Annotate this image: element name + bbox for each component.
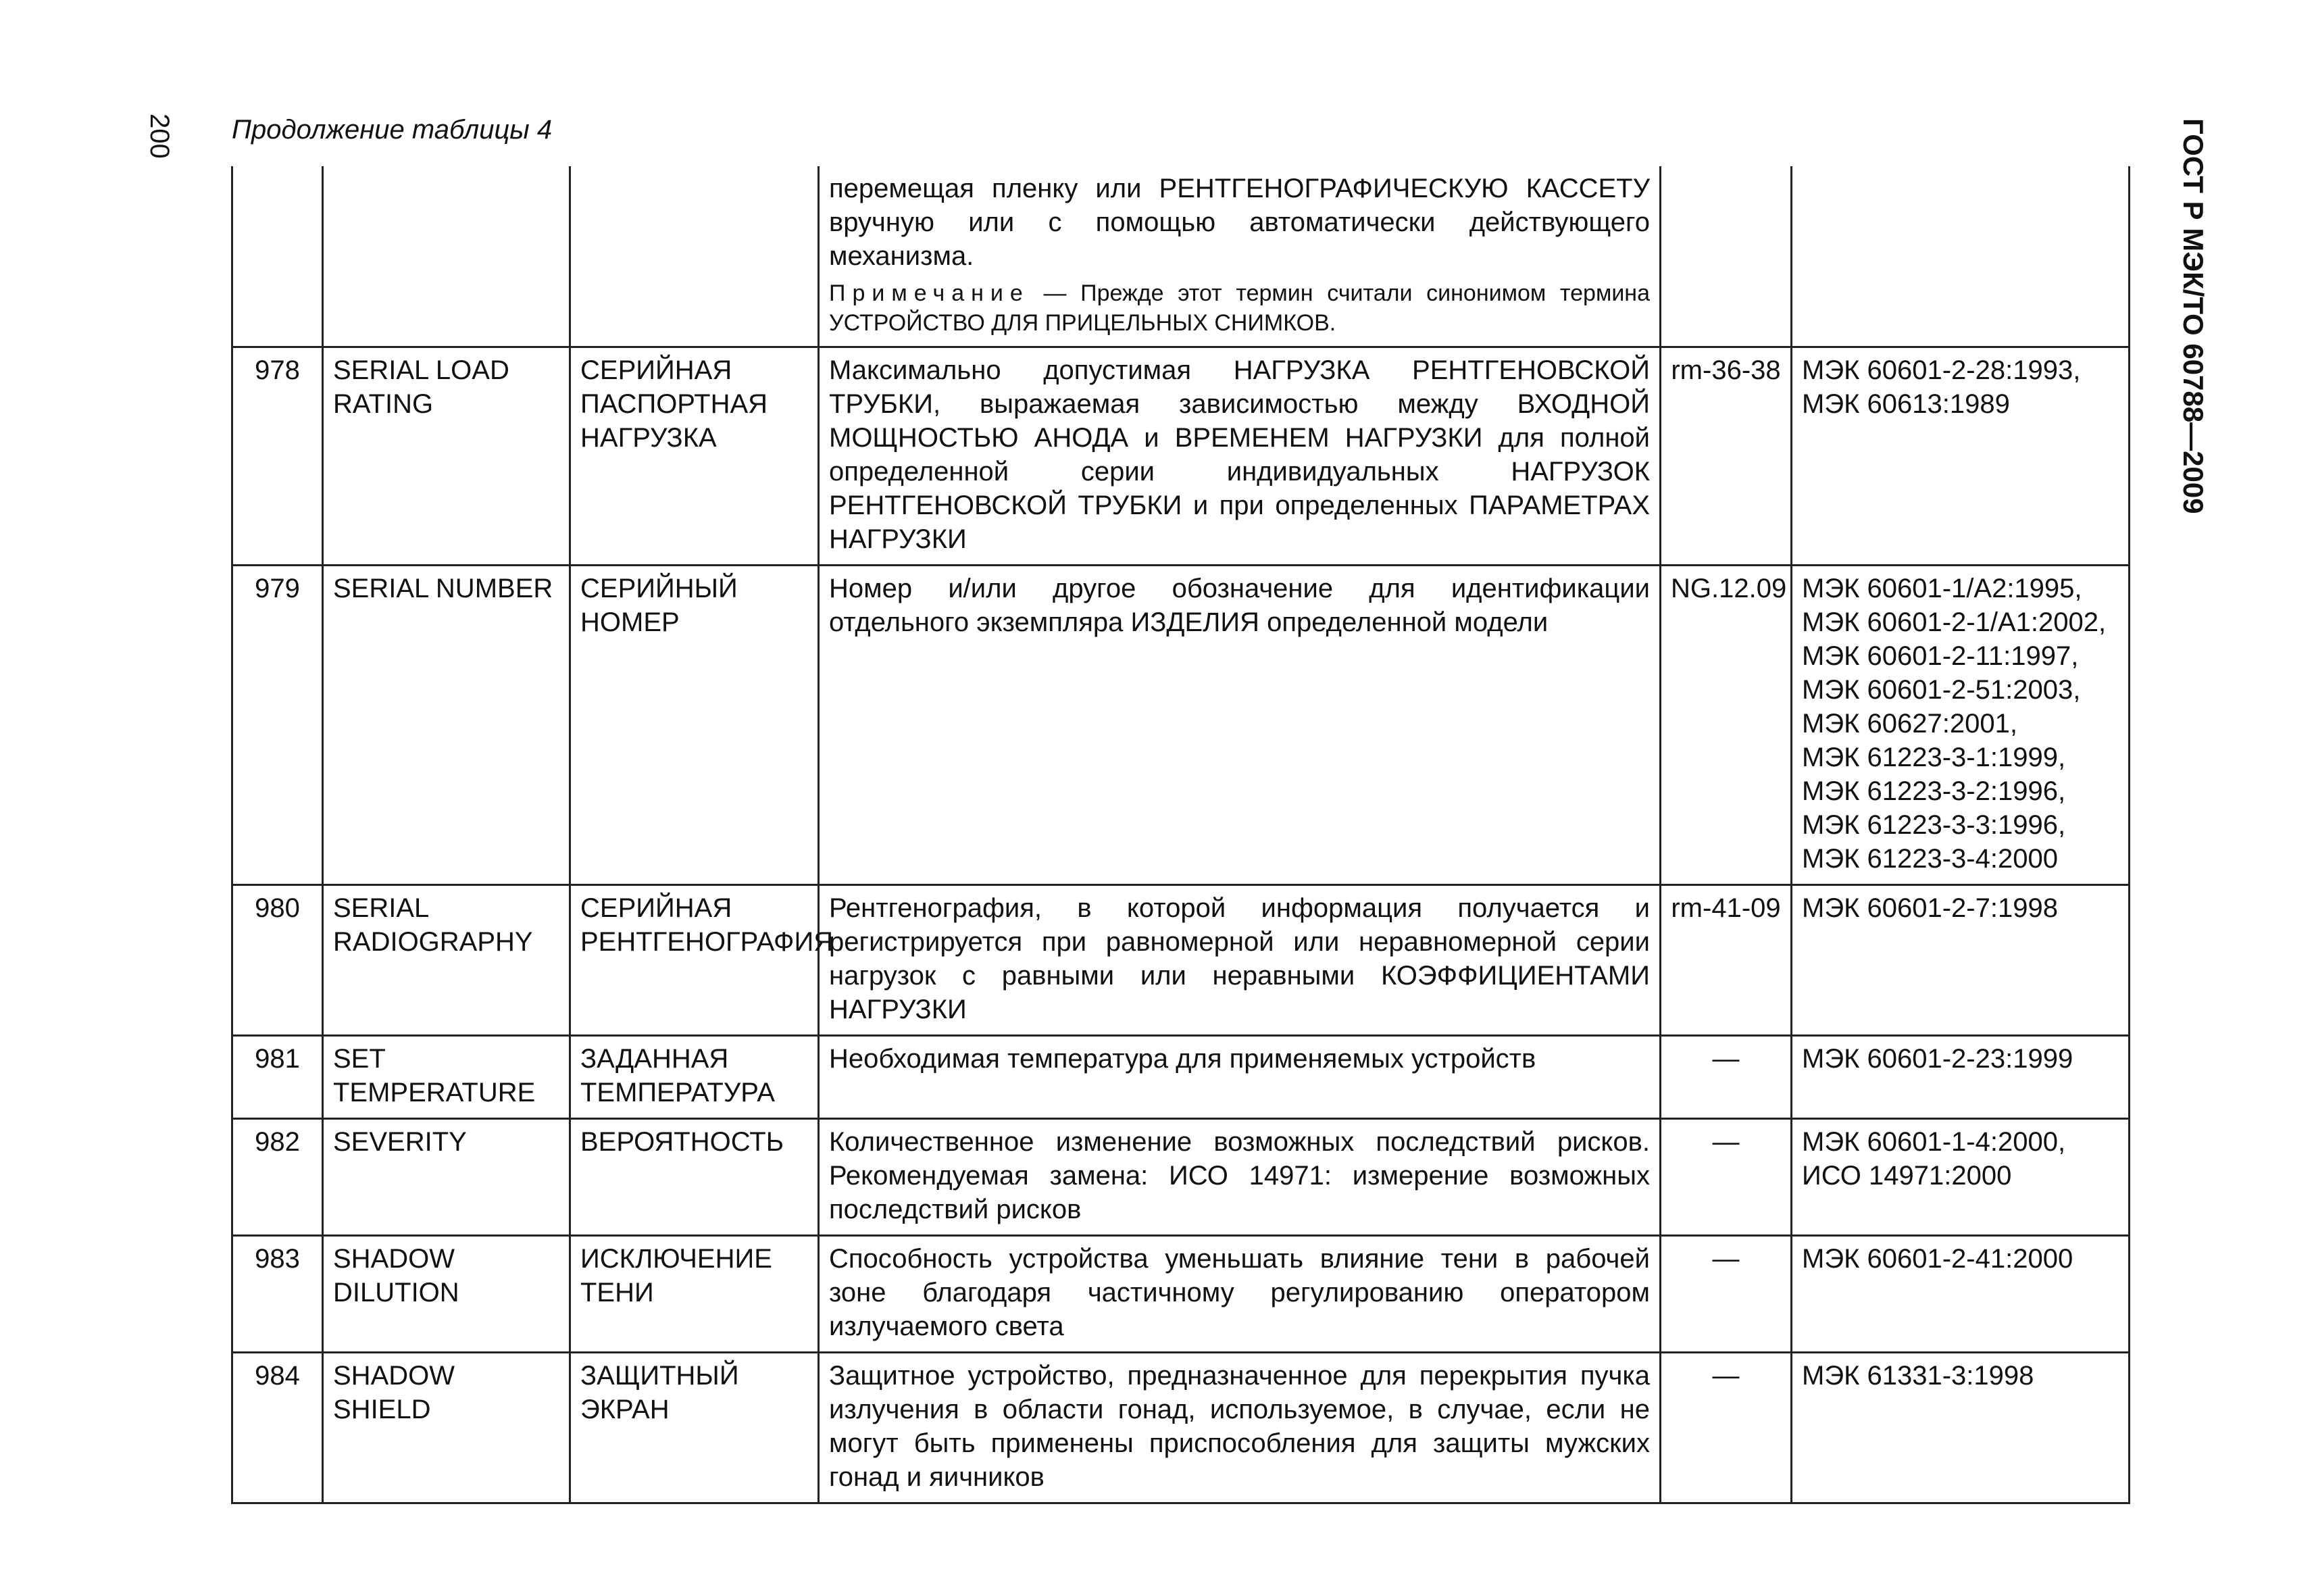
cell-term-en <box>323 166 570 347</box>
table-row <box>232 566 2130 885</box>
cell-definition <box>819 1119 1661 1236</box>
definition-text: Способность устройства уменьшать влияние тени в рабочей зоне благодаря частичному регулированию оператором излучаемого света <box>829 1244 1650 1341</box>
cell-code: — <box>1661 1353 1792 1503</box>
cell-number: 982 <box>232 1119 323 1236</box>
cell-term-ru: ЗАЩИТНЫЙ ЭКРАН <box>570 1353 819 1503</box>
table-continuation-caption: Продолжение таблицы 4 <box>232 115 553 145</box>
cell-number: 978 <box>232 347 323 566</box>
source-reference: ИСО 14971:2000 <box>1802 1161 2012 1191</box>
table-row <box>232 1119 2130 1236</box>
source-reference: МЭК 60601-2-41:2000 <box>1802 1244 2073 1274</box>
cell-number: 979 <box>232 566 323 885</box>
cell-code: — <box>1661 1236 1792 1353</box>
source-reference: МЭК 60627:2001, <box>1802 709 2017 739</box>
table-row <box>232 1353 2130 1503</box>
source-reference: МЭК 60601-2-7:1998 <box>1802 893 2058 923</box>
cell-code: — <box>1661 1036 1792 1119</box>
source-reference: МЭК 60613:1989 <box>1802 389 2010 419</box>
cell-definition <box>819 347 1661 566</box>
cell-number <box>232 166 323 347</box>
note-text: — Прежде этот термин считали синонимом термина УСТРОЙСТВО ДЛЯ ПРИЦЕЛЬНЫХ СНИМКОВ. <box>829 280 1650 336</box>
source-reference: МЭК 61223-3-2:1996, <box>1802 776 2066 806</box>
cell-sources <box>1792 1353 2130 1503</box>
cell-term-en: SHADOW SHIELD <box>323 1353 570 1503</box>
source-reference: МЭК 60601-2-1/А1:2002, <box>1802 607 2107 637</box>
definition-text: Количественное изменение возможных последствий рисков. Рекомендуемая замена: ИСО 14971: измерение возможных последствий рисков <box>829 1127 1650 1224</box>
source-reference: МЭК 60601-2-51:2003, <box>1802 675 2081 705</box>
cell-term-ru <box>570 166 819 347</box>
cell-term-en: SERIAL NUMBER <box>323 566 570 885</box>
cell-term-en: SHADOW DILUTION <box>323 1236 570 1353</box>
table-row <box>232 885 2130 1036</box>
table-row <box>232 1036 2130 1119</box>
source-reference: МЭК 61223-3-4:2000 <box>1802 844 2058 874</box>
cell-definition <box>819 166 1661 347</box>
cell-number: 984 <box>232 1353 323 1503</box>
cell-term-ru: СЕРИЙНАЯ РЕНТГЕНОГРАФИЯ <box>570 885 819 1036</box>
source-reference: МЭК 60601-2-28:1993, <box>1802 355 2081 385</box>
cell-definition <box>819 566 1661 885</box>
cell-term-ru: ИСКЛЮЧЕНИЕ ТЕНИ <box>570 1236 819 1353</box>
table-row <box>232 1236 2130 1353</box>
cell-sources <box>1792 566 2130 885</box>
cell-definition <box>819 1236 1661 1353</box>
source-reference: МЭК 60601-1/А2:1995, <box>1802 574 2082 603</box>
terms-table <box>231 166 2130 1504</box>
source-reference: МЭК 61223-3-1:1999, <box>1802 743 2066 772</box>
definition-text: Рентгенография, в которой информация получается и регистрируется при равномерной или неравномерной серии нагрузок с равными или неравными КОЭФФИЦИЕНТАМИ НАГРУЗКИ <box>829 893 1650 1024</box>
cell-term-en: SET TEMPERATURE <box>323 1036 570 1119</box>
source-reference: МЭК 61223-3-3:1996, <box>1802 810 2066 840</box>
cell-number: 981 <box>232 1036 323 1119</box>
cell-term-ru: СЕРИЙНЫЙ НОМЕР <box>570 566 819 885</box>
cell-code: rm-41-09 <box>1661 885 1792 1036</box>
cell-definition <box>819 1353 1661 1503</box>
cell-code: — <box>1661 1119 1792 1236</box>
cell-code <box>1661 166 1792 347</box>
cell-sources <box>1792 347 2130 566</box>
cell-number: 980 <box>232 885 323 1036</box>
cell-term-en: SERIAL RADIOGRAPHY <box>323 885 570 1036</box>
cell-sources <box>1792 1119 2130 1236</box>
cell-term-ru: СЕРИЙНАЯ ПАСПОРТНАЯ НАГРУЗКА <box>570 347 819 566</box>
source-reference: МЭК 60601-2-23:1999 <box>1802 1044 2073 1074</box>
cell-term-ru: ЗАДАННАЯ ТЕМПЕРАТУРА <box>570 1036 819 1119</box>
source-reference: МЭК 60601-1-4:2000, <box>1802 1127 2066 1157</box>
note-label: Примечание <box>829 280 1030 306</box>
source-reference: МЭК 61331-3:1998 <box>1802 1361 2034 1391</box>
cell-sources <box>1792 166 2130 347</box>
cell-term-en: SEVERITY <box>323 1119 570 1236</box>
cell-sources <box>1792 885 2130 1036</box>
definition-text: Защитное устройство, предназначенное для перекрытия пучка излучения в области гонад, используемое, в случае, если не могут быть применены приспособления для защиты мужских гонад и яичников <box>829 1361 1650 1492</box>
definition-text: Номер и/или другое обозначение для идентификации отдельного экземпляра ИЗДЕЛИЯ определенной модели <box>829 574 1650 637</box>
standard-designation: ГОСТ Р МЭК/ТО 60788—2009 <box>2178 118 2209 514</box>
table-row <box>232 347 2130 566</box>
cell-term-en: SERIAL LOAD RATING <box>323 347 570 566</box>
cell-sources <box>1792 1236 2130 1353</box>
cell-code: NG.12.09 <box>1661 566 1792 885</box>
cell-definition <box>819 885 1661 1036</box>
definition-text: Необходимая температура для применяемых устройств <box>829 1044 1536 1074</box>
page-number: 200 <box>145 114 174 159</box>
definition-note <box>829 278 1650 338</box>
terms-table-body <box>232 166 2130 1503</box>
definition-text: перемещая пленку или РЕНТГЕНОГРАФИЧЕСКУЮ КАССЕТУ вручную или с помощью автоматически действующего механизма. <box>829 174 1650 271</box>
cell-sources <box>1792 1036 2130 1119</box>
source-reference: МЭК 60601-2-11:1997, <box>1802 641 2079 671</box>
cell-definition <box>819 1036 1661 1119</box>
definition-text: Максимально допустимая НАГРУЗКА РЕНТГЕНОВСКОЙ ТРУБКИ, выражаемая зависимостью между ВХОДНОЙ МОЩНОСТЬЮ АНОДА и ВРЕМЕНЕМ НАГРУЗКИ для полной определенной серии индивидуальных НАГРУЗОК РЕНТГЕНОВСКОЙ ТРУБКИ и при определенных ПАРАМЕТРАХ НАГРУЗКИ <box>829 355 1650 554</box>
table-row-continued <box>232 166 2130 347</box>
cell-code: rm-36-38 <box>1661 347 1792 566</box>
cell-number: 983 <box>232 1236 323 1353</box>
cell-term-ru: ВЕРОЯТНОСТЬ <box>570 1119 819 1236</box>
